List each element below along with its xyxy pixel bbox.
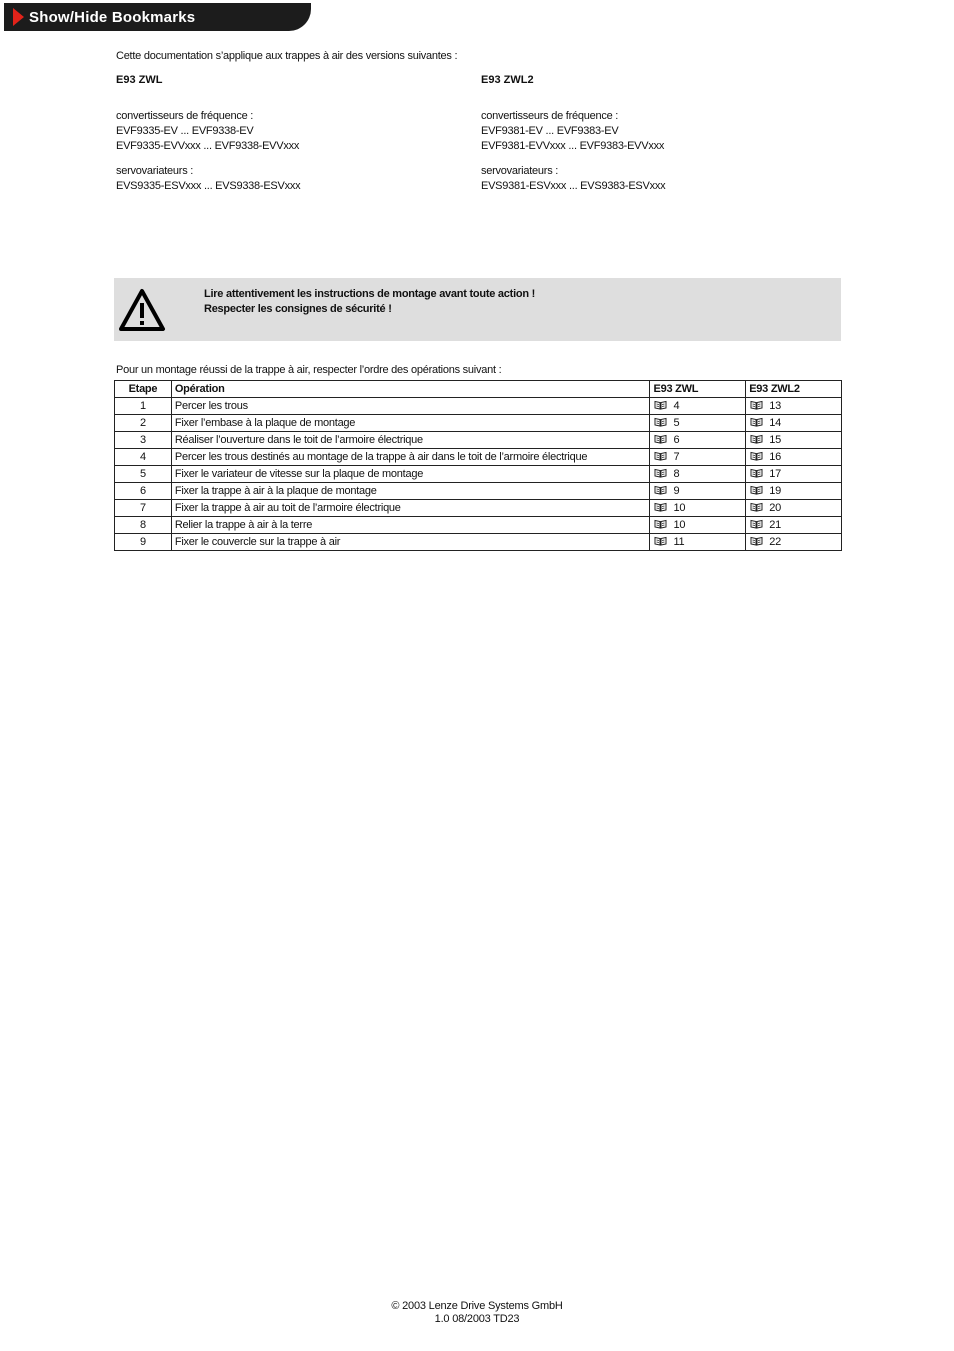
header-step: Etape	[115, 381, 172, 398]
book-icon	[654, 433, 667, 443]
version-title-zwl: E93 ZWL	[116, 74, 163, 86]
page-ref-value: 11	[673, 536, 685, 548]
table-row	[115, 466, 842, 483]
book-icon	[654, 416, 667, 426]
zwl-page-ref-cell[interactable]	[650, 415, 746, 432]
page-ref-value: 8	[673, 468, 680, 480]
zwl-page-ref-cell[interactable]	[650, 534, 746, 551]
servo-label-zwl: servovariateurs :	[116, 165, 194, 177]
page-ref-value: 15	[769, 434, 781, 446]
book-icon	[654, 518, 667, 528]
table-intro-text: Pour un montage réussi de la trappe à air, respecter l’ordre des opérations suivant :	[116, 364, 502, 376]
page-ref-value: 16	[769, 451, 781, 463]
book-icon	[750, 518, 763, 528]
page-ref-value: 10	[673, 519, 686, 531]
servo-label-zwl2: servovariateurs :	[481, 165, 559, 177]
book-icon	[654, 535, 667, 545]
page-ref-value: 13	[769, 400, 781, 412]
zwl2-page-ref-cell[interactable]	[746, 415, 842, 432]
table-row	[115, 500, 842, 517]
warning-line: Respecter les consignes de sécurité !	[204, 303, 392, 315]
page-ref-value: 10	[673, 502, 686, 514]
operation-cell: Fixer l’embase à la plaque de montage	[171, 415, 650, 432]
table-row	[115, 398, 842, 415]
converters-label-zwl: convertisseurs de fréquence :	[116, 110, 254, 122]
step-number-cell: 3	[115, 432, 172, 449]
servo-line-zwl2: EVS9381-ESVxxx ... EVS9383-ESVxxx	[481, 180, 666, 192]
operation-cell: Réaliser l’ouverture dans le toit de l’armoire électrique	[171, 432, 650, 449]
zwl2-page-ref-cell[interactable]	[746, 398, 842, 415]
zwl-page-ref-cell[interactable]	[650, 500, 746, 517]
arrow-right-icon	[13, 8, 24, 26]
zwl2-page-ref-cell[interactable]	[746, 483, 842, 500]
zwl-page-ref-cell[interactable]	[650, 466, 746, 483]
version-title-zwl2: E93 ZWL2	[481, 74, 534, 86]
warning-line: Lire attentivement les instructions de montage avant toute action !	[204, 288, 536, 300]
book-icon	[654, 484, 667, 494]
step-number-cell: 4	[115, 449, 172, 466]
page-ref-value: 17	[769, 468, 781, 480]
converters-label-zwl2: convertisseurs de fréquence :	[481, 110, 619, 122]
operation-cell: Fixer le couvercle sur la trappe à air	[171, 534, 650, 551]
book-icon	[750, 433, 763, 443]
footer-copyright: © 2003 Lenze Drive Systems GmbH	[391, 1300, 563, 1312]
zwl-page-ref-cell[interactable]	[650, 517, 746, 534]
page-ref-value: 9	[673, 485, 680, 497]
table-row	[115, 432, 842, 449]
intro-text: Cette documentation s’applique aux trappes à air des versions suivantes :	[116, 50, 458, 62]
page-ref-value: 7	[673, 451, 680, 463]
page-ref-value: 22	[769, 536, 781, 548]
book-icon	[750, 484, 763, 494]
zwl2-page-ref-cell[interactable]	[746, 500, 842, 517]
servo-line-zwl: EVS9335-ESVxxx ... EVS9338-ESVxxx	[116, 180, 301, 192]
page-ref-value: 14	[769, 417, 781, 429]
table-row	[115, 449, 842, 466]
operation-cell: Fixer la trappe à air au toit de l’armoire électrique	[171, 500, 650, 517]
warning-triangle-icon	[118, 288, 166, 332]
zwl2-page-ref-cell[interactable]	[746, 449, 842, 466]
table-row	[115, 517, 842, 534]
converter-line-zwl2: EVF9381-EV ... EVF9383-EV	[481, 125, 619, 137]
converter-line-zwl: EVF9335-EV ... EVF9338-EV	[116, 125, 254, 137]
page-ref-value: 6	[673, 434, 680, 446]
page-ref-value: 4	[673, 400, 680, 412]
table-header-row	[115, 381, 842, 398]
header-zwl: E93 ZWL	[650, 381, 746, 398]
converter-line-zwl2: EVF9381-EVVxxx ... EVF9383-EVVxxx	[481, 140, 665, 152]
operation-cell: Percer les trous	[171, 398, 650, 415]
page-ref-value: 20	[769, 502, 781, 514]
operations-table	[114, 380, 842, 551]
show-hide-bookmarks-label: Show/Hide Bookmarks	[29, 8, 196, 26]
zwl2-page-ref-cell[interactable]	[746, 517, 842, 534]
step-number-cell: 9	[115, 534, 172, 551]
show-hide-bookmarks-button[interactable]	[4, 3, 311, 31]
book-icon	[750, 501, 763, 511]
table-row	[115, 415, 842, 432]
page-ref-value: 19	[769, 485, 781, 497]
zwl2-page-ref-cell[interactable]	[746, 534, 842, 551]
book-icon	[654, 501, 667, 511]
warning-message	[204, 287, 535, 317]
step-number-cell: 6	[115, 483, 172, 500]
book-icon	[654, 399, 667, 409]
book-icon	[654, 450, 667, 460]
zwl-page-ref-cell[interactable]	[650, 432, 746, 449]
zwl-page-ref-cell[interactable]	[650, 483, 746, 500]
book-icon	[654, 467, 667, 477]
step-number-cell: 2	[115, 415, 172, 432]
zwl2-page-ref-cell[interactable]	[746, 466, 842, 483]
operation-cell: Fixer la trappe à air à la plaque de montage	[171, 483, 650, 500]
step-number-cell: 8	[115, 517, 172, 534]
book-icon	[750, 535, 763, 545]
operation-cell: Percer les trous destinés au montage de la trappe à air dans le toit de l’armoire électrique	[171, 449, 650, 466]
converter-line-zwl: EVF9335-EVVxxx ... EVF9338-EVVxxx	[116, 140, 300, 152]
operation-cell: Relier la trappe à air à la terre	[171, 517, 650, 534]
table-row	[115, 534, 842, 551]
step-number-cell: 1	[115, 398, 172, 415]
page-ref-value: 21	[769, 519, 781, 531]
book-icon	[750, 399, 763, 409]
operation-cell: Fixer le variateur de vitesse sur la plaque de montage	[171, 466, 650, 483]
table-row	[115, 483, 842, 500]
book-icon	[750, 467, 763, 477]
book-icon	[750, 450, 763, 460]
header-zwl2: E93 ZWL2	[746, 381, 842, 398]
header-operation: Opération	[171, 381, 650, 398]
step-number-cell: 5	[115, 466, 172, 483]
step-number-cell: 7	[115, 500, 172, 517]
zwl2-page-ref-cell[interactable]	[746, 432, 842, 449]
book-icon	[750, 416, 763, 426]
page-ref-value: 5	[673, 417, 680, 429]
footer-version: 1.0 08/2003 TD23	[434, 1313, 520, 1325]
zwl-page-ref-cell[interactable]	[650, 398, 746, 415]
zwl-page-ref-cell[interactable]	[650, 449, 746, 466]
